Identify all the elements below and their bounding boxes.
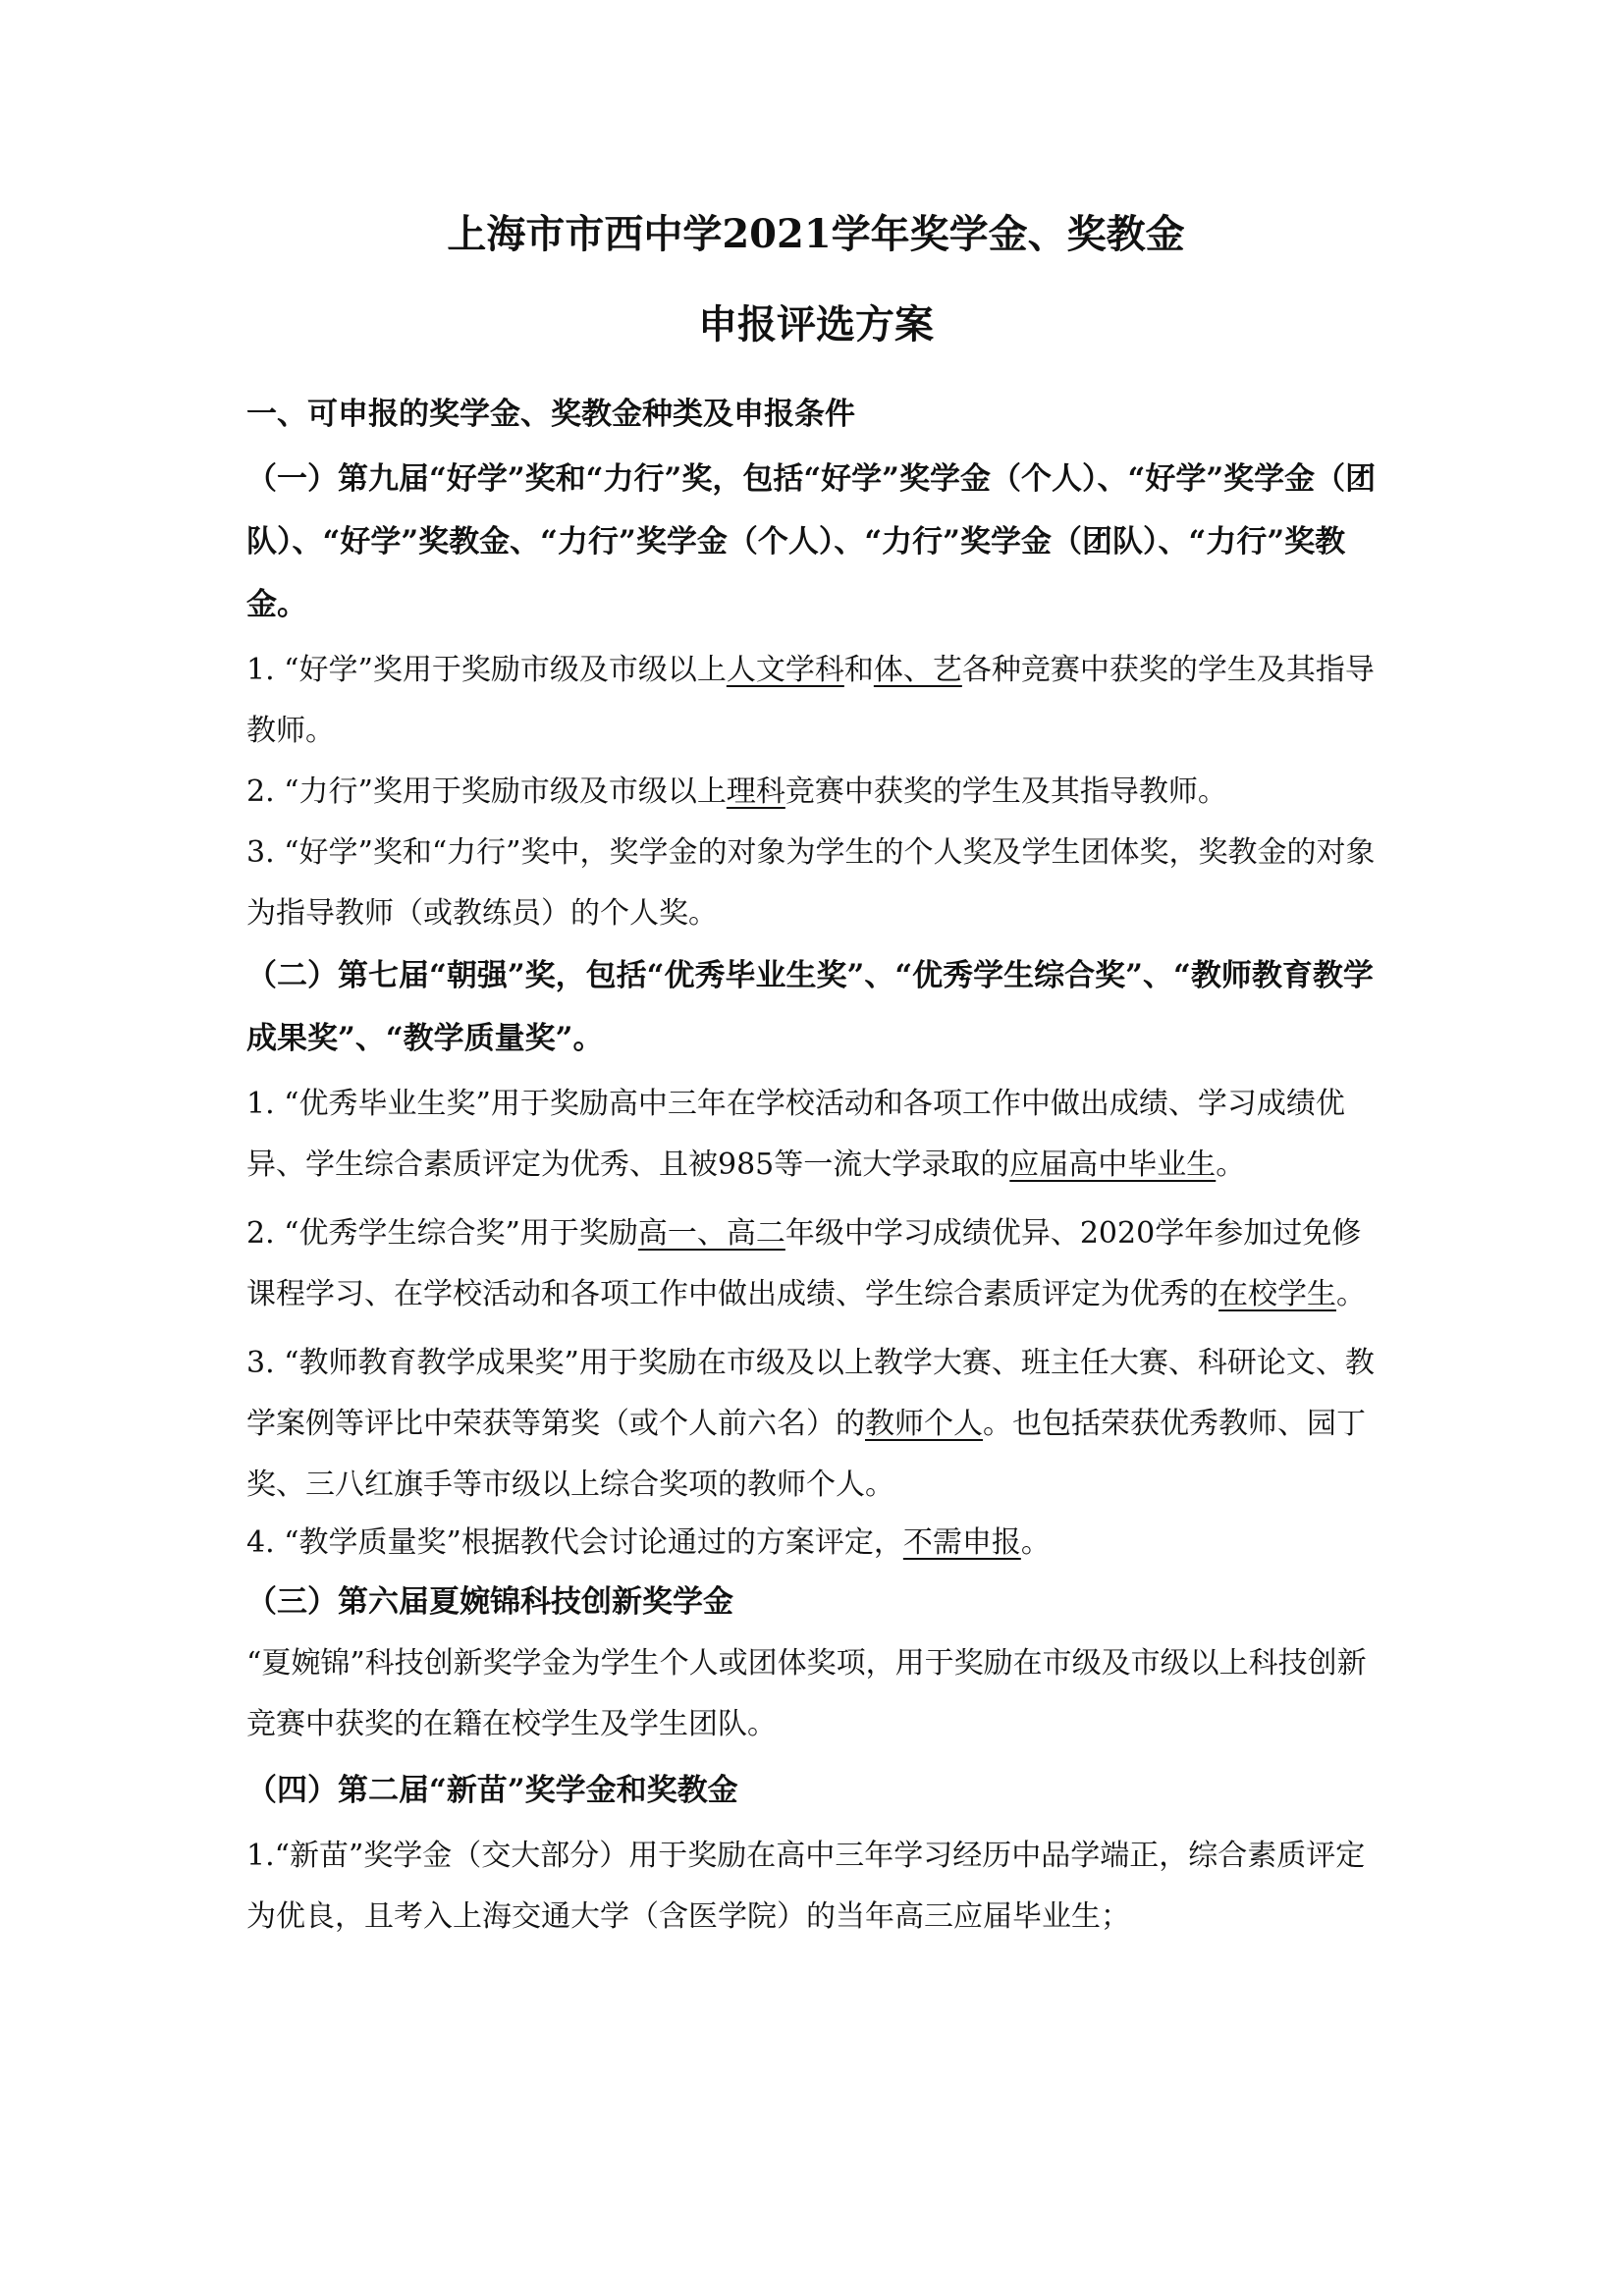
text-run: 和 — [843, 653, 874, 687]
document-title-line1: 上海市市西中学2021学年奖学金、奖教金 — [447, 211, 1185, 257]
document-title-line2: 申报评选方案 — [698, 301, 934, 347]
text-run: 3. “教师教育教学成果奖”用于奖励在市级及以上教学大赛、班主任大赛、科研论文、教学案例等评比中荣获等第奖（或个人前六名）的 — [246, 1346, 1375, 1441]
paragraph-s1-item2 — [246, 762, 1385, 823]
subsection-heading-1: （一）第九届“好学”奖和“力行”奖，包括“好学”奖学金（个人）、“好学”奖学金（团队）、“好学”奖教金、“力行”奖学金（个人）、“力行”奖学金（团队）、“力行”奖教金。 — [246, 461, 1377, 622]
text-run: 。 — [1216, 1148, 1246, 1182]
paragraph-s2-item2 — [246, 1203, 1385, 1325]
paragraph-s2-item3 — [246, 1333, 1385, 1516]
text-run: 。 — [1336, 1277, 1366, 1311]
text-run: 年级中学习成绩优异、2020学年参加过免修课程学习、在学校活动和各项工作中做出成绩、学生综合素质评定为优秀的 — [246, 1216, 1362, 1311]
paragraph-s4-item1: 1.“新苗”奖学金（交大部分）用于奖励在高中三年学习经历中品学端正，综合素质评定为优良，且考入上海交通大学（含医学院）的当年高三应届毕业生； — [246, 1839, 1366, 1934]
underlined-text: 人文学科 — [726, 653, 844, 687]
underlined-text: 在校学生 — [1218, 1277, 1336, 1311]
text-run: 。 — [1020, 1525, 1051, 1560]
text-run: 2. “力行”奖用于奖励市级及市级以上 — [246, 774, 727, 809]
paragraph-s1-item1 — [246, 640, 1385, 762]
section-heading-1: 一、可申报的奖学金、奖教金种类及申报条件 — [246, 397, 855, 432]
text-run: 。也包括荣获优秀教师、园丁奖、三八红旗手等市级以上综合奖项的教师个人。 — [246, 1407, 1366, 1502]
paragraph-s2-item1 — [246, 1074, 1385, 1196]
subsection-heading-2: （二）第七届“朝强”奖，包括“优秀毕业生奖”、“优秀学生综合奖”、“教师教育教学成果奖”、“教学质量奖”。 — [246, 958, 1374, 1056]
underlined-text: 体、艺 — [873, 653, 962, 687]
document-body — [246, 208, 1385, 1948]
text-run: 各种竞赛中获奖的学生及其指导教师。 — [246, 653, 1375, 748]
text-run: 4. “教学质量奖”根据教代会讨论通过的方案评定， — [246, 1525, 903, 1560]
underlined-text: 教师个人 — [865, 1407, 983, 1441]
underlined-text: 高一、高二 — [637, 1216, 785, 1251]
text-run: 2. “优秀学生综合奖”用于奖励 — [246, 1216, 638, 1251]
paragraph-s2-item4 — [246, 1516, 1385, 1571]
underlined-text: 理科 — [726, 774, 785, 809]
underlined-text: 不需申报 — [902, 1525, 1021, 1560]
subsection-heading-4: （四）第二届“新苗”奖学金和奖教金 — [246, 1773, 738, 1808]
paragraph-s1-item3: 3. “好学”奖和“力行”奖中，奖学金的对象为学生的个人奖及学生团体奖，奖教金的对象为指导教师（或教练员）的个人奖。 — [246, 835, 1376, 931]
text-run: 1. “优秀毕业生奖”用于奖励高中三年在学校活动和各项工作中做出成绩、学习成绩优异、学生综合素质评定为优秀、且被985等一流大学录取的 — [246, 1087, 1345, 1182]
paragraph-s3-text: “夏婉锦”科技创新奖学金为学生个人或团体奖项，用于奖励在市级及市级以上科技创新竞赛中获奖的在籍在校学生及学生团队。 — [246, 1646, 1367, 1741]
subsection-heading-3: （三）第六届夏婉锦科技创新奖学金 — [246, 1584, 733, 1620]
text-run: 1. “好学”奖用于奖励市级及市级以上 — [246, 653, 727, 687]
text-run: 竞赛中获奖的学生及其指导教师。 — [784, 774, 1227, 809]
underlined-text: 应届高中毕业生 — [1009, 1148, 1217, 1182]
